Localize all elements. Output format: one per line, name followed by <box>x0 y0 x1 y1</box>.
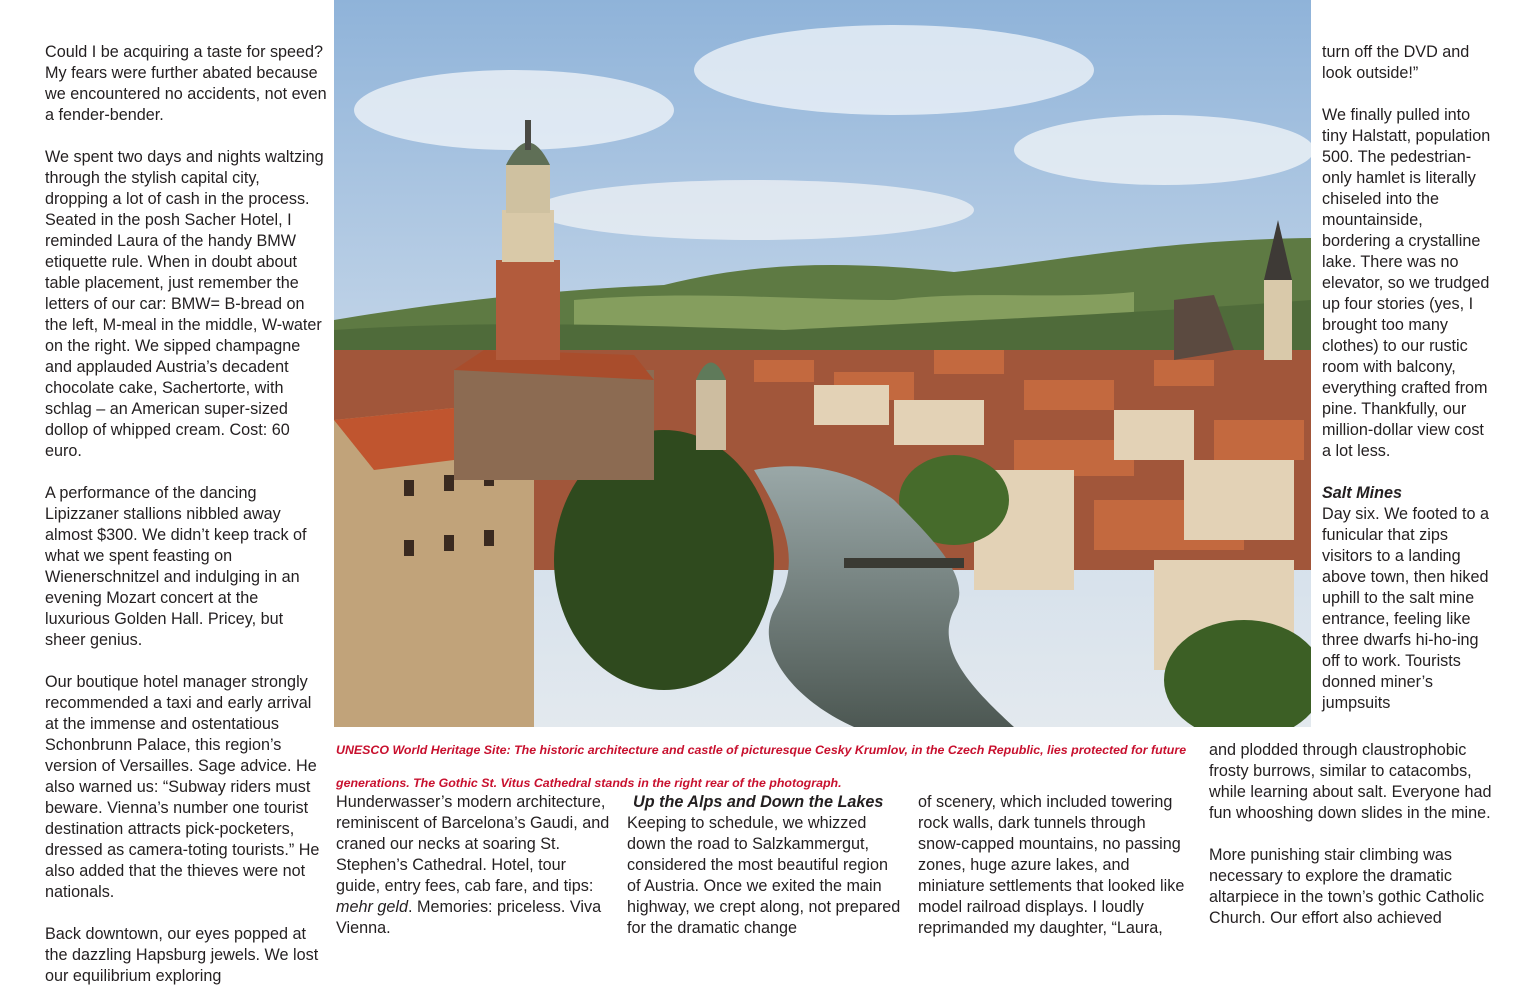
paragraph: A performance of the dancing Lipizzaner stallions nibbled away almost $300. We didn’t keep track of what we spent feasting on Wienerschnitzel and indulging in an evening Mozart concert at the luxurious Golden Hall. Pricey, but sheer genius. <box>45 484 307 649</box>
paragraph-text: . Memories: priceless. Viva Vienna. <box>336 898 602 937</box>
section-heading: Salt Mines <box>1322 484 1403 502</box>
paragraph: Our boutique hotel manager strongly recommended a taxi and early arrival at the immense and ostentatious Schonbrunn Palace, this region’s version of Versailles. Sage advice. He also warned us: “Subway riders must beware. Vienna’s number one tourist destination attracts pick-pocketers, dressed as camera-toting tourists.” He also added that the thieves were not nationals. <box>45 673 320 901</box>
emphasis-text: mehr geld <box>336 898 408 916</box>
photo-caption: UNESCO World Heritage Site: The historic architecture and castle of picturesque Cesky Krumlov, in the Czech Republic, lies protected for future generations. The Gothic St. Vitus Cathedral stands in the right rear of the photograph. <box>336 743 1187 790</box>
article-column-mid-1 <box>336 792 611 939</box>
paragraph: Could I be acquiring a taste for speed? My fears were further abated because we encountered no accidents, not even a fender-bender. <box>45 43 327 124</box>
paragraph: Keeping to schedule, we whizzed down the road to Salzkammergut, considered the most beautiful region of Austria. Once we exited the main highway, we crept along, not prepared for the dramatic change <box>627 814 901 937</box>
paragraph: We finally pulled into tiny Halstatt, population 500. The pedestrian-only hamlet is literally chiseled into the mountainside, bordering a crystalline lake. There was no elevator, so we trudged up four stories (yes, I brought too many clothes) to our rustic room with balcony, everything crafted from pine. Thankfully, our million-dollar view cost a lot less. <box>1322 106 1491 460</box>
paragraph: More punishing stair climbing was necessary to explore the dramatic altarpiece in the town’s gothic Catholic Church. Our effort also achieved <box>1209 846 1485 927</box>
article-column-left <box>45 42 327 987</box>
article-column-mid-2 <box>627 792 902 939</box>
section-heading: Up the Alps and Down the Lakes <box>633 793 884 811</box>
paragraph: of scenery, which included towering rock walls, dark tunnels through snow-capped mountains, no passing zones, huge azure lakes, and miniature settlements that looked like model railroad displays. I loudly reprimanded my daughter, “Laura, <box>918 793 1185 937</box>
paragraph-text: Hunderwasser’s modern architecture, reminiscent of Barcelona’s Gaudi, and craned our necks at soaring St. Stephen’s Cathedral. Hotel, tour guide, entry fees, cab fare, and tips: <box>336 793 610 895</box>
paragraph: We spent two days and nights waltzing through the stylish capital city, dropping a lot of cash in the process. Seated in the posh Sacher Hotel, I reminded Laura of the handy BMW etiquette rule. When in doubt about table placement, just remember the letters of our car: BMW= B-bread on the left, M-meal in the middle, W-water on the right. We sipped champagne and applauded Austria’s decadent chocolate cake, Sachertorte, with schlag – an American super-sized dollop of whipped cream. Cost: 60 euro. <box>45 148 324 460</box>
paragraph: Day six. We footed to a funicular that zips visitors to a landing above town, then hiked uphill to the salt mine entrance, feeling like three dwarfs hi-ho-ing off to work. Tourists donned miner’s jumpsuits <box>1322 505 1490 712</box>
article-column-mid-3 <box>918 792 1193 939</box>
article-column-right <box>1322 42 1492 714</box>
cesky-krumlov-photo <box>334 0 1311 727</box>
paragraph: Back downtown, our eyes popped at the dazzling Hapsburg jewels. We lost our equilibrium exploring <box>45 925 319 985</box>
paragraph: turn off the DVD and look outside!” <box>1322 43 1470 82</box>
paragraph: and plodded through claustrophobic frosty burrows, similar to catacombs, while learning about salt. Everyone had fun whooshing down slides in the mine. <box>1209 741 1492 822</box>
article-column-right-lower <box>1209 740 1499 929</box>
